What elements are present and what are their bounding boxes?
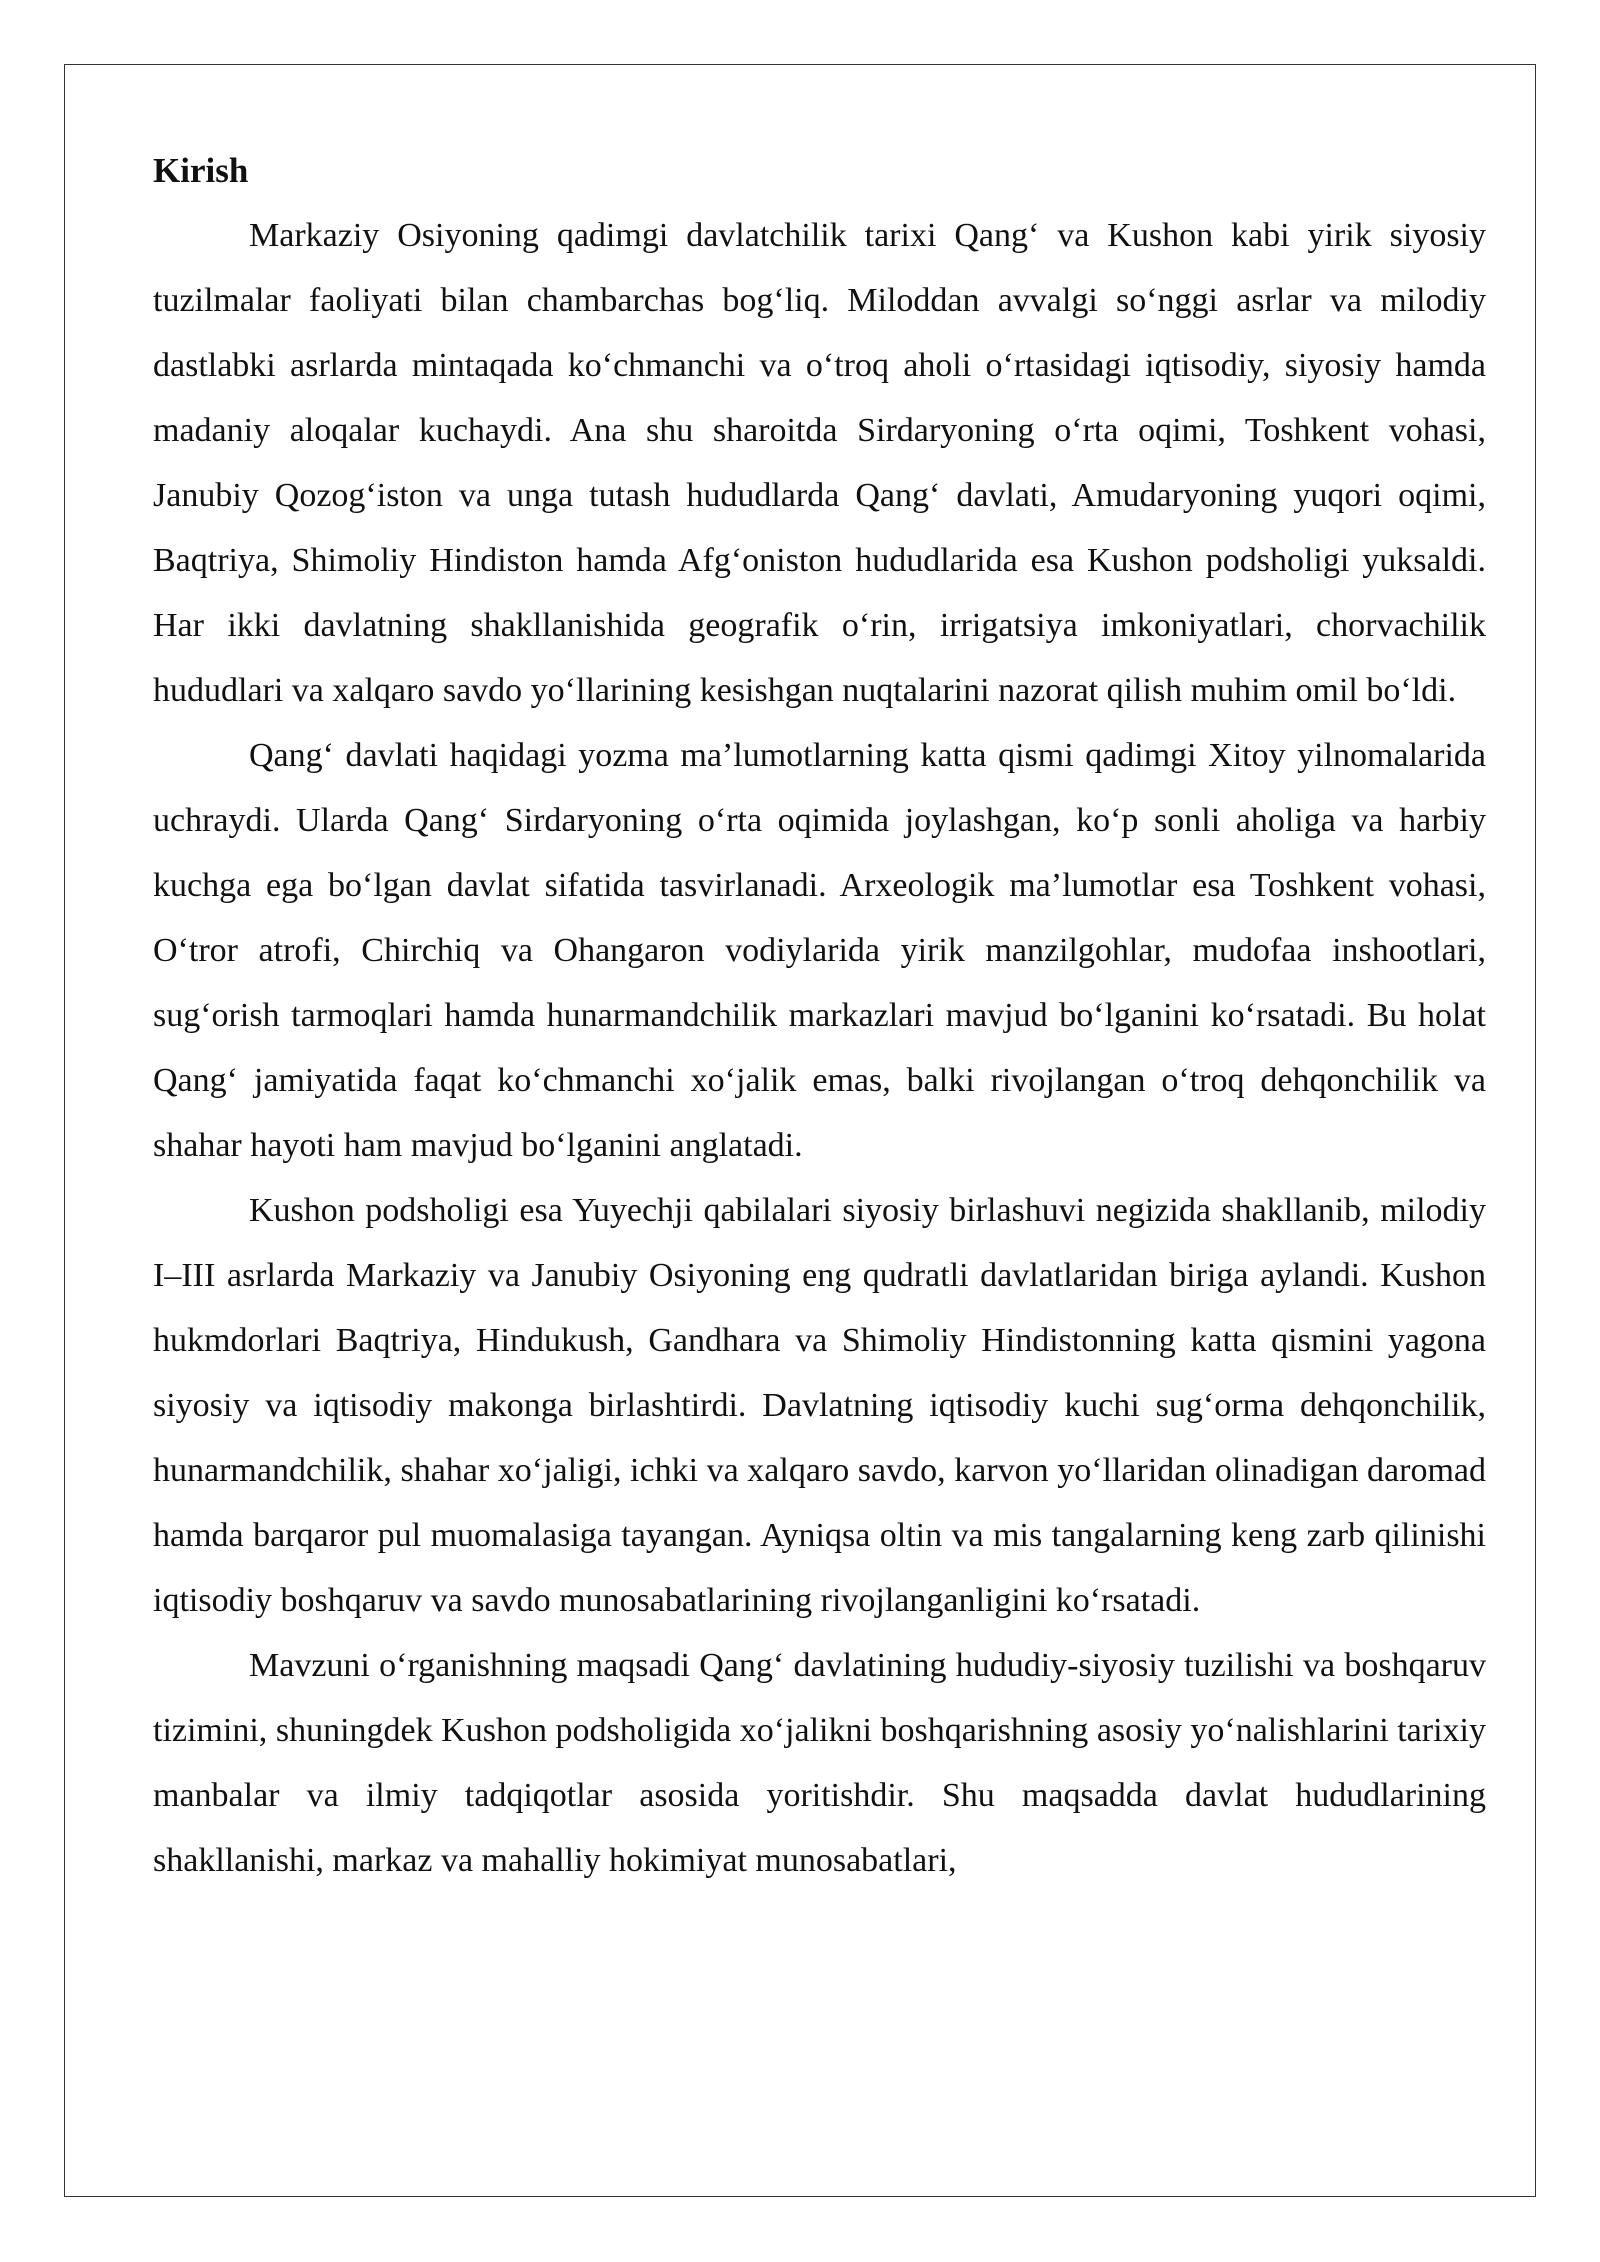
paragraph-3: Kushon podsholigi esa Yuyechji qabilalari siyosiy birlashuvi negizida shakllanib, milodiy I–III asrlarda Markaziy va Janubiy Osiyoning eng qudratli davlatlaridan biriga aylandi. Kushon hukmdorlari Baqtriya, Hindukush, Gandhara va Shimoliy Hindistonning katta qismini yagona siyosiy va iqtisodiy makonga birlashtirdi. Davlatning iqtisodiy kuchi sug‘orma dehqonchilik, hunarmandchilik, shahar xo‘jaligi, ichki va xalqaro savdo, karvon yo‘llaridan olinadigan daromad hamda barqaror pul muomalasiga tayangan. Ayniqsa oltin va mis tangalarning keng zarb qilinishi iqtisodiy boshqaruv va savdo munosabatlarining rivojlanganligini ko‘rsatadi.	[153, 1192, 1486, 1619]
paragraph-1: Markaziy Osiyoning qadimgi davlatchilik tarixi Qang‘ va Kushon kabi yirik siyosiy tuzilmalar faoliyati bilan chambarchas bog‘liq. Miloddan avvalgi so‘nggi asrlar va milodiy dastlabki asrlarda mintaqada ko‘chmanchi va o‘troq aholi o‘rtasidagi iqtisodiy, siyosiy hamda madaniy aloqalar kuchaydi. Ana shu sharoitda Sirdaryoning o‘rta oqimi, Toshkent vohasi, Janubiy Qozog‘iston va unga tutash hududlarda Qang‘ davlati, Amudaryoning yuqori oqimi, Baqtriya, Shimoliy Hindiston hamda Afg‘oniston hududlarida esa Kushon podsholigi yuksaldi. Har ikki davlatning shakllanishida geografik o‘rin, irrigatsiya imkoniyatlari, chorvachilik hududlari va xalqaro savdo yo‘llarining kesishgan nuqtalarini nazorat qilish muhim omil bo‘ldi.	[153, 217, 1486, 709]
paragraph-4: Mavzuni o‘rganishning maqsadi Qang‘ davlatining hududiy-siyosiy tuzilishi va boshqaruv tizimini, shuningdek Kushon podsholigida xo‘jalikni boshqarishning asosiy yo‘nalishlarini tarixiy manbalar va ilmiy tadqiqotlar asosida yoritishdir. Shu maqsadda davlat hududlarining shakllanishi, markaz va mahalliy hokimiyat munosabatlari,	[153, 1647, 1486, 1879]
paragraph-2: Qang‘ davlati haqidagi yozma ma’lumotlarning katta qismi qadimgi Xitoy yilnomalarida uchraydi. Ularda Qang‘ Sirdaryoning o‘rta oqimida joylashgan, ko‘p sonli aholiga va harbiy kuchga ega bo‘lgan davlat sifatida tasvirlanadi. Arxeologik ma’lumotlar esa Toshkent vohasi, O‘tror atrofi, Chirchiq va Ohangaron vodiylarida yirik manzilgohlar, mudofaa inshootlari, sug‘orish tarmoqlari hamda hunarmandchilik markazlari mavjud bo‘lganini ko‘rsatadi. Bu holat Qang‘ jamiyatida faqat ko‘chmanchi xo‘jalik emas, balki rivojlangan o‘troq dehqonchilik va shahar hayoti ham mavjud bo‘lganini anglatadi.	[153, 737, 1486, 1164]
section-heading: Kirish	[153, 151, 249, 190]
document-body	[153, 145, 1486, 1893]
